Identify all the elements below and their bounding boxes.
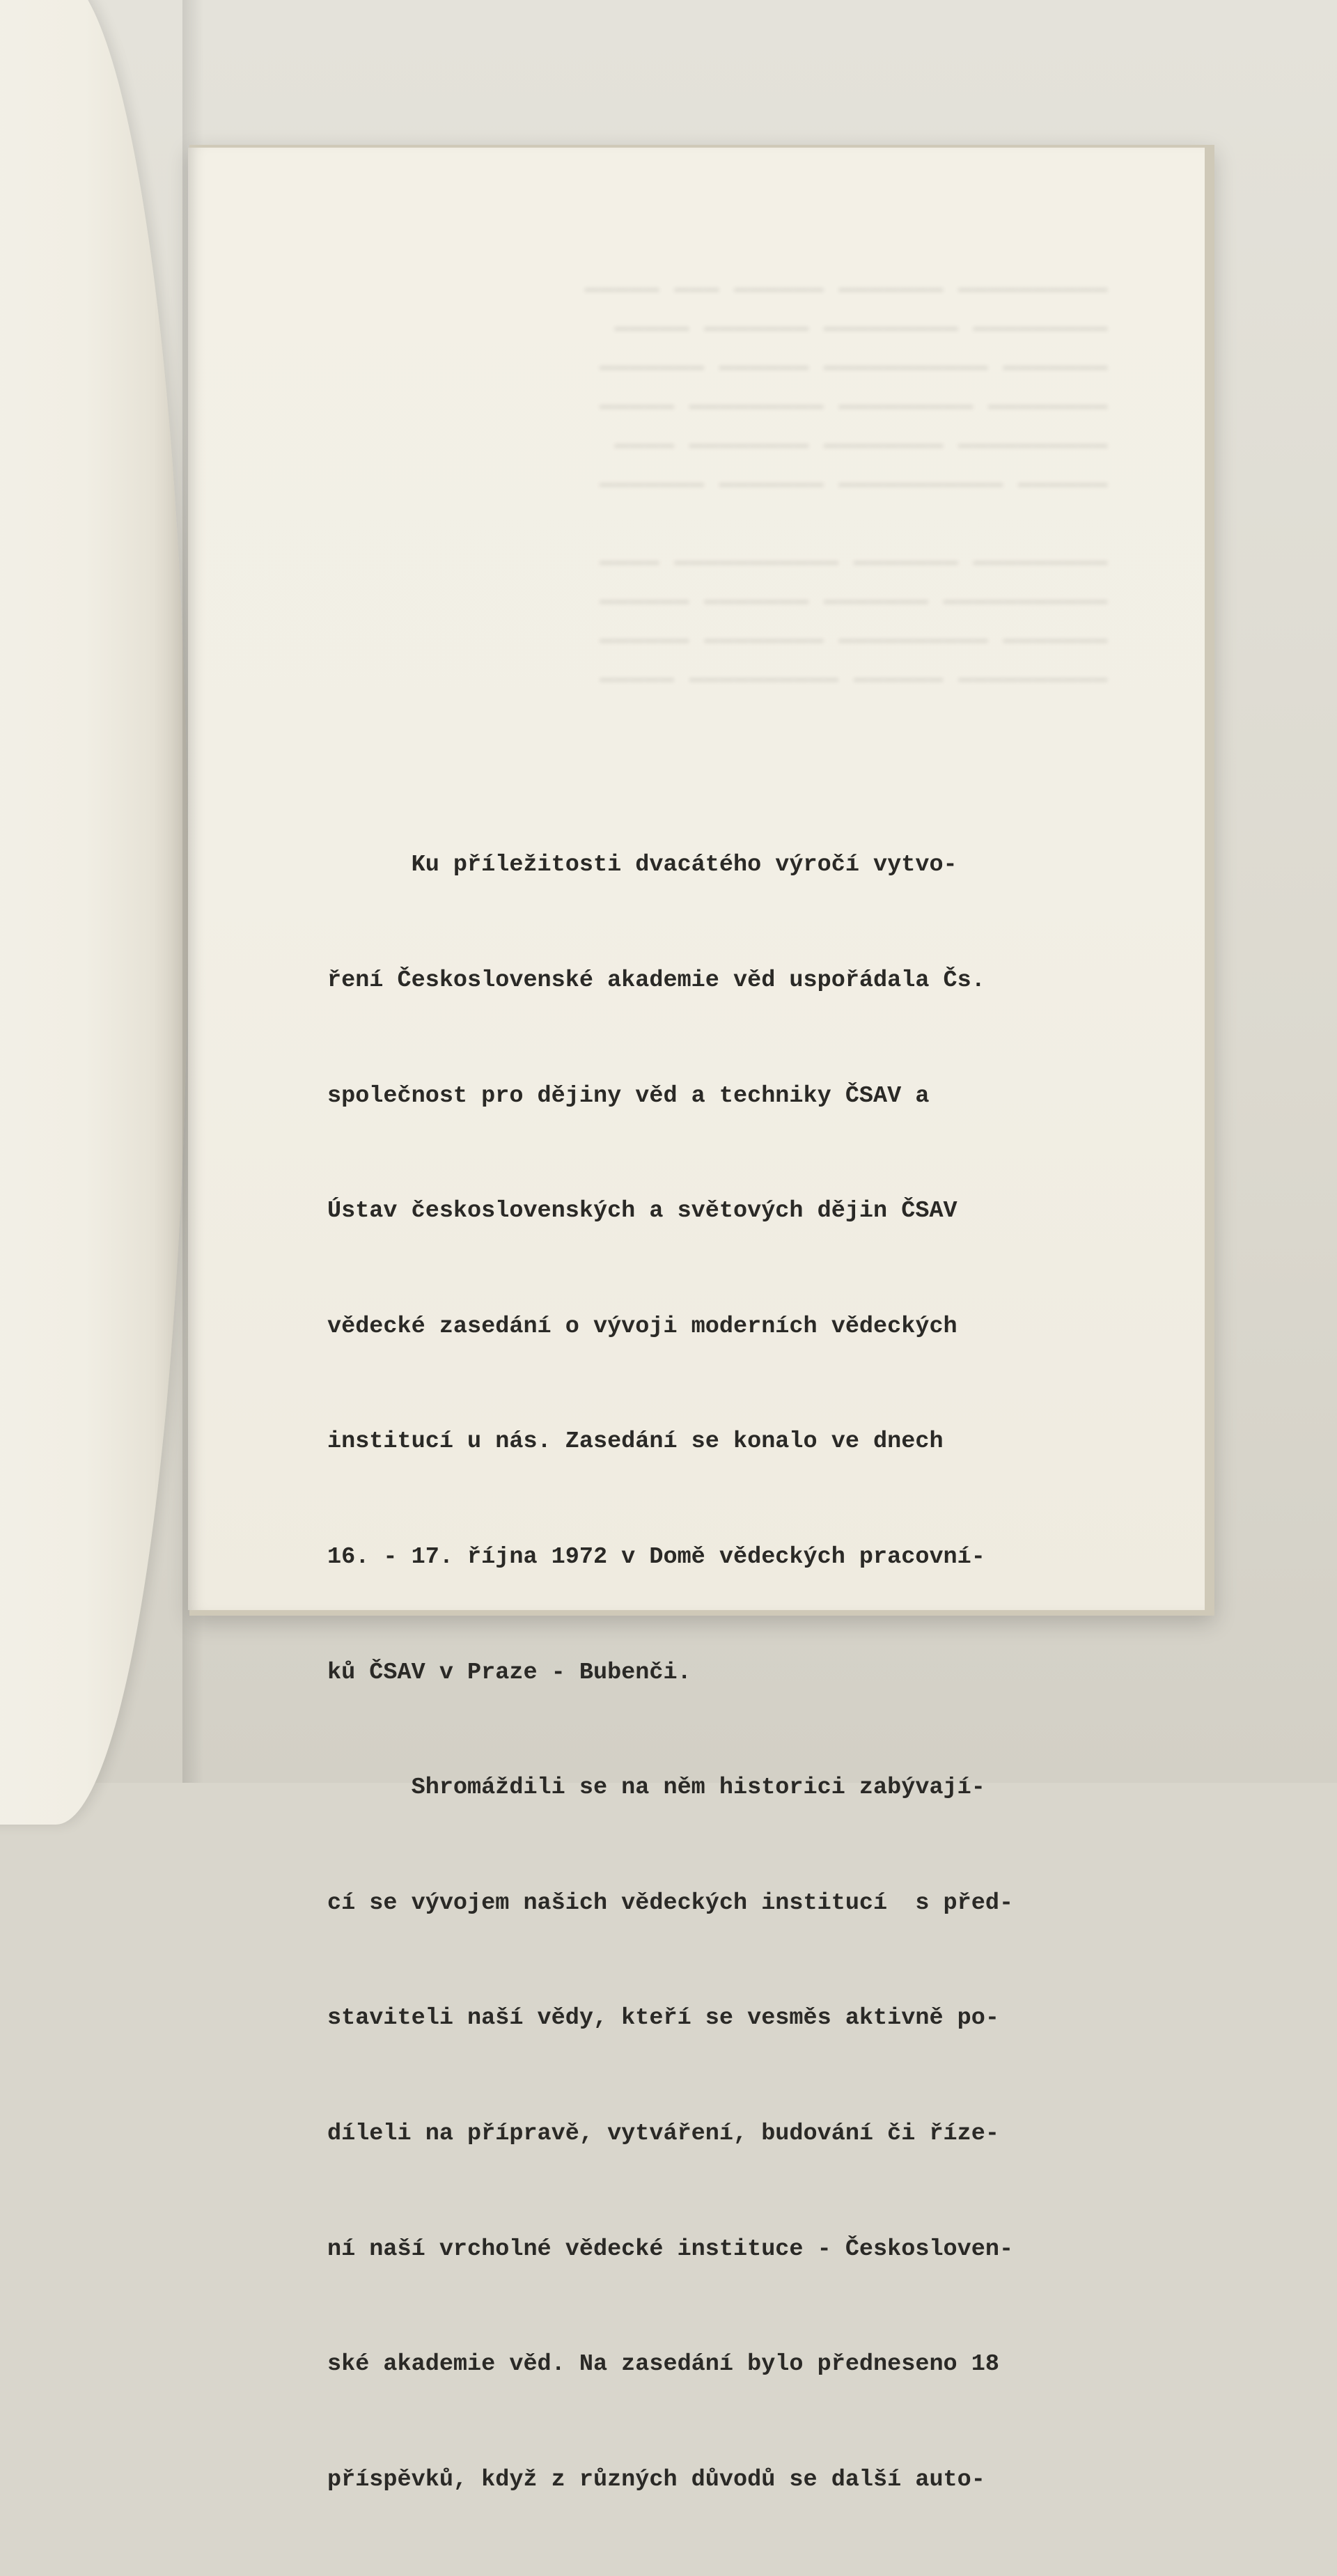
- text-line: vědecké zasedání o vývoji moderních vědeckých: [327, 1313, 957, 1340]
- show-through-text: ━━━━━━━━━━ ━━━━━━━ ━━━━━━ ━━━ ━━━━━ ━━━━━━━━━ ━━━━━━━━━ ━━━━━━━ ━━━━━ ━━━━━━━ ━━━━━━━━━━━ ━━━━━━ ━━━━━━━ ━━━━━━━━ ━━━━━━━━━ ━━━━━━━━━ ━━━━━ ━━━━━━━━━━ ━━━━━━━━ ━━━━━━━━ ━━━━ ━━━━━━ ━━━━━━━━━━━ ━━━━━━━ ━━━━━━━ ━━━━━━━━━ ━━━━━━━ ━━━━━━━━━━━ ━━━━ ━━━━━━━━━━━ ━━━━━━━ ━━━━━━━ ━━━━━━ ━━━━━━━ ━━━━━━━━━━ ━━━━━━━━ ━━━━━━ ━━━━━━━━━━ ━━━━━━ ━━━━━━━━━━ ━━━━━: [584, 279, 1107, 696]
- text-line: ní naší vrcholné vědecké instituce - Českosloven-: [327, 2235, 1014, 2263]
- text-line: 16. - 17. října 1972 v Domě vědeckých pracovní-: [327, 1543, 985, 1570]
- typewritten-paragraph: [327, 770, 1191, 2576]
- text-line: ků ČSAV v Praze - Bubenči.: [327, 1659, 691, 1686]
- text-line: společnost pro dějiny věd a techniky ČSAV a: [327, 1082, 930, 1109]
- text-line: ření Československé akademie věd uspořádala Čs.: [327, 967, 985, 994]
- text-line: institucí u nás. Zasedání se konalo ve dnech: [327, 1428, 944, 1455]
- text-line: Shromáždili se na něm historici zabývají-: [327, 1774, 985, 1802]
- text-line: staviteli naší vědy, kteří se vesměs aktivně po-: [327, 2005, 999, 2032]
- text-line: Ku příležitosti dvacátého výročí vytvo-: [327, 852, 957, 879]
- left-page: [0, 0, 188, 1825]
- text-line: ské akademie věd. Na zasedání bylo předneseno 18: [327, 2351, 999, 2378]
- text-line: příspěvků, když z různých důvodů se další auto-: [327, 2466, 985, 2493]
- text-line: Ústav československých a světových dějin ČSAV: [327, 1198, 957, 1225]
- text-line: cí se vývojem našich vědeckých institucí s před-: [327, 1889, 1014, 1917]
- text-line: díleli na přípravě, vytváření, budování či říze-: [327, 2120, 999, 2147]
